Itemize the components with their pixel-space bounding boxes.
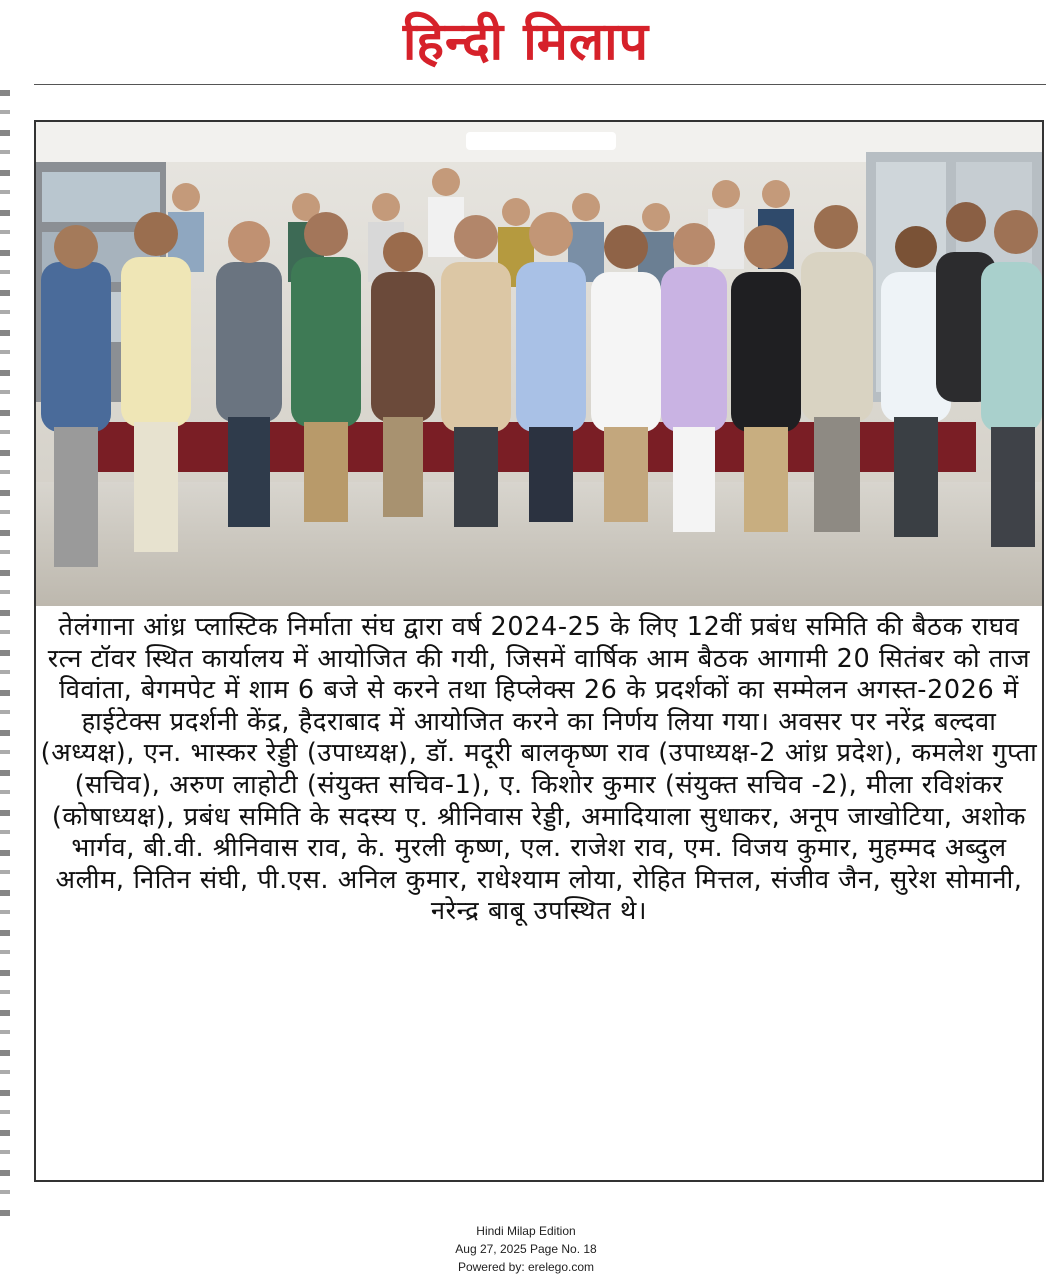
group-photo-icon — [36, 122, 1042, 606]
footer-powered-by: Powered by: erelego.com — [457, 1260, 595, 1274]
masthead-rule — [34, 84, 1046, 85]
masthead — [0, 2, 1052, 82]
newspaper-title: हिन्दी मिलाप — [402, 11, 650, 72]
page-edge-strip — [0, 90, 10, 1220]
page-footer — [0, 1222, 1052, 1276]
footer-date-page: Aug 27, 2025 Page No. 18 — [455, 1242, 597, 1256]
group-photo — [36, 122, 1042, 606]
footer-edition: Hindi Milap Edition — [476, 1224, 576, 1238]
article-caption: तेलंगाना आंध्र प्लास्टिक निर्माता संघ द्वारा वर्ष 2024-25 के लिए 12वीं प्रबंध समिति की बैठक राघव रत्न टॉवर स्थित कार्यालय में आयोजित की गयी, जिसमें वार्षिक आम बैठक आगामी 20 सितंबर को ताज विवांता, बेगमपेट में शाम 6 बजे से करने तथा हिप्लेक्स 26 के प्रदर्शकों का सम्मेलन अगस्त-2026 में हाईटेक्स प्रदर्शनी केंद्र, हैदराबाद में आयोजित करने का निर्णय लिया गया। अवसर पर नरेंद्र बल्दवा (अध्यक्ष), एन. भास्कर रेड्डी (उपाध्यक्ष), डॉ. मदूरी बालकृष्ण राव (उपाध्यक्ष-2 आंध्र प्रदेश), कमलेश गुप्ता (सचिव), अरुण लाहोटी (संयुक्त सचिव-1), ए. किशोर कुमार (संयुक्त सचिव -2), मीला रविशंकर (कोषाध्यक्ष), प्रबंध समिति के सदस्य ए. श्रीनिवास रेड्डी, अमादियाला सुधाकर, अनूप जाखोटिया, अशोक भार्गव, बी.वी. श्रीनिवास राव, के. मुरली कृष्ण, एल. राजेश राव, एम. विजय कुमार, मुहम्मद अब्दुल अलीम, नितिन संघी, पी.एस. अनिल कुमार, राधेश्याम लोया, रोहित मित्तल, संजीव जैन, सुरेश सोमानी, नरेन्द्र बाबू उपस्थित थे। — [40, 612, 1038, 927]
